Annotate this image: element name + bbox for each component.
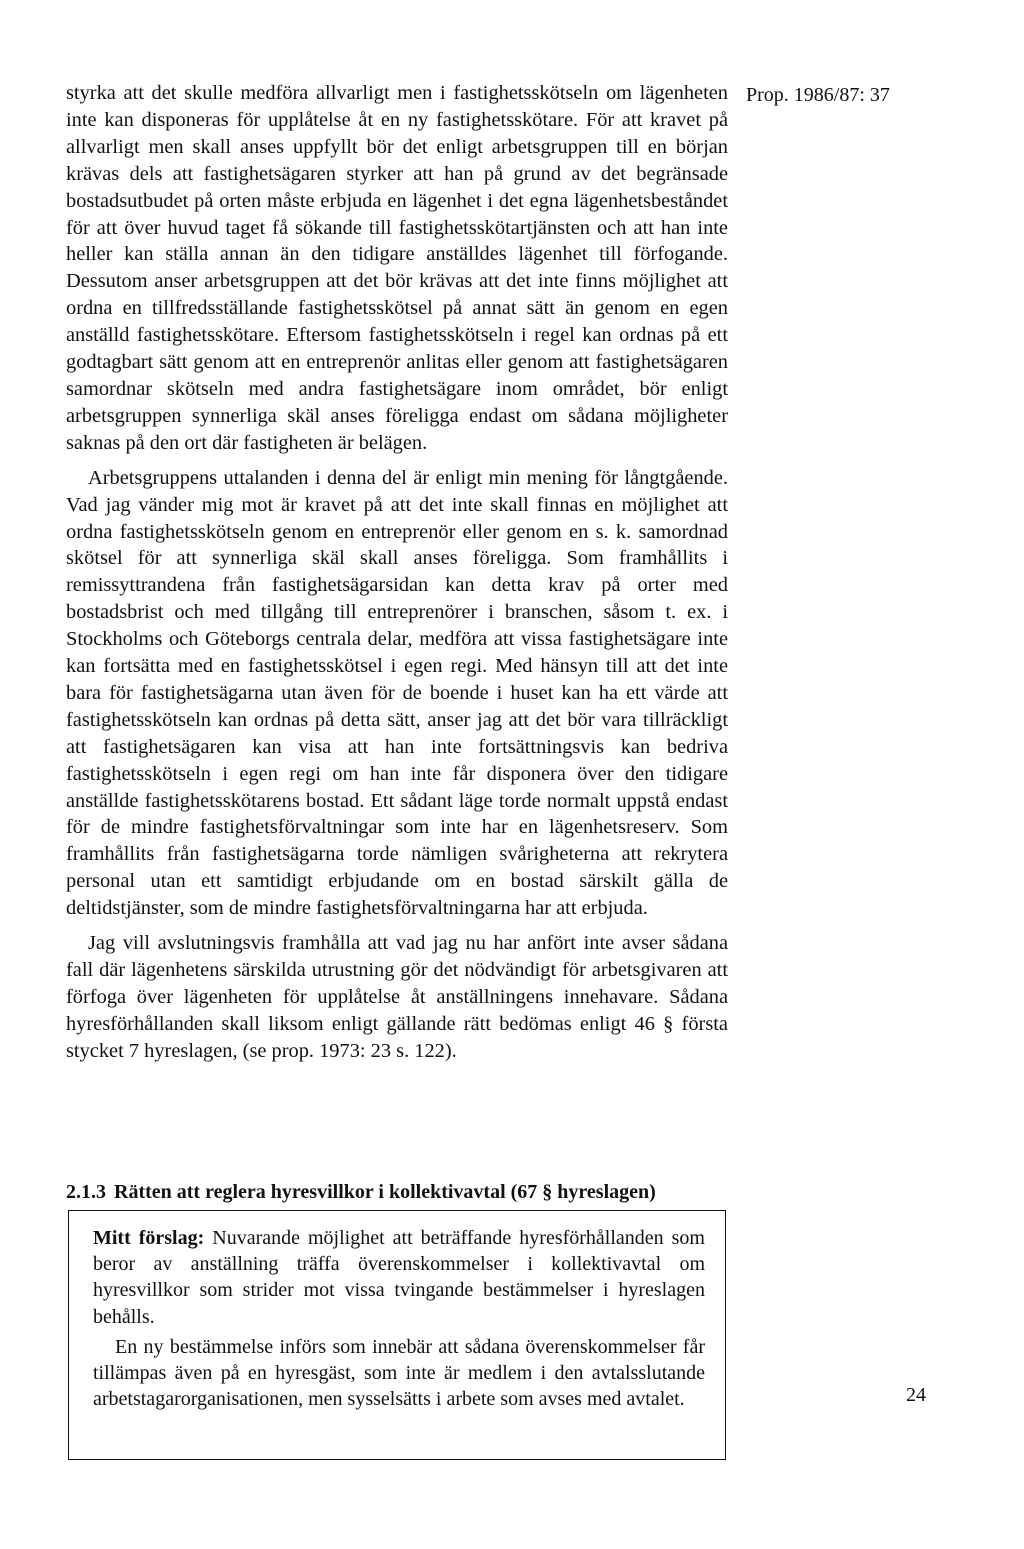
- section-title: Rätten att reglera hyresvillkor i kollektivavtal (67 § hyreslagen): [114, 1181, 656, 1203]
- body-paragraph-3: Jag vill avslutningsvis framhålla att vad jag nu har anfört inte avser sådana fall där lägenhetens särskilda utrustning gör det nödvändigt för arbetsgivaren att förfoga över lägenheten för upplåtelse åt anställningens innehavare. Sådana hyresförhållanden skall liksom enligt gällande rätt bedömas enligt 46 § första stycket 7 hyreslagen, (se prop. 1973: 23 s. 122).: [66, 932, 728, 1062]
- proposal-text-1: Nuvarande möjlighet att beträffande hyresförhållanden som beror av anställning träffa överenskommelser i kollektivavtal om hyresvillkor som strider mot vissa tvingande bestämmelser i hyreslagen behålls.: [93, 1227, 705, 1328]
- section-heading: [66, 1179, 728, 1205]
- section-number: 2.1.3: [66, 1181, 106, 1203]
- proposal-box: [68, 1210, 726, 1460]
- proposal-paragraph-2: En ny bestämmelse införs som innebär att sådana överenskommelser får tillämpas även på en hyresgäst, som inte är medlem i den avtalsslutande arbetstagarorganisationen, men sysselsätts i arbete som avses med avtalet.: [93, 1335, 705, 1411]
- proposition-reference: Prop. 1986/87: 37: [746, 84, 890, 106]
- body-text: [66, 80, 728, 1073]
- body-paragraph-1: styrka att det skulle medföra allvarligt men i fastighetsskötseln om lägenheten inte kan disponeras för upplåtelse åt en ny fastighetsskötare. För att kravet på allvarligt men skall anses uppfyllt bör det enligt arbetsgruppen till en början krävas dels att fastighetsägaren styrker att han på grund av det begränsade bostadsutbudet på orten måste erbjuda en lägenhet i det egna lägenhetsbeståndet för att över huvud taget få sökande till fastighetsskötartjänsten och att han inte heller kan ställa annan än den tidigare anställdes lägenhet till förfogande. Dessutom anser arbetsgruppen att det bör krävas att det inte finns möjlighet att ordna en tillfredsställande fastighetsskötsel på annat sätt än genom en egen anställd fastighetsskötare. Eftersom fastighetsskötseln i regel kan ordnas på ett godtagbart sätt genom att en entreprenör anlitas eller genom att fastighetsägaren samordnar skötseln med andra fastighetsägare inom området, bör enligt arbetsgruppen synnerliga skäl anses föreligga endast om sådana möjligheter saknas på den ort där fastigheten är belägen.: [66, 82, 728, 454]
- proposal-label: Mitt förslag:: [93, 1227, 205, 1249]
- proposal-content: [93, 1225, 705, 1416]
- page-number: 24: [906, 1384, 926, 1406]
- proposal-paragraph-1: [93, 1225, 705, 1330]
- body-paragraph-2: Arbetsgruppens uttalanden i denna del är enligt min mening för långtgående. Vad jag vänder mig mot är kravet på att det inte skall finnas en möjlighet att ordna fastighetsskötseln genom en entreprenör eller genom en s. k. samordnad skötsel för att synnerliga skäl skall anses föreligga. Som framhållits i remissyttrandena från fastighetsägarsidan kan detta krav på orter med bostadsbrist och med tillgång till entreprenörer i branschen, såsom t. ex. i Stockholms och Göteborgs centrala delar, medföra att vissa fastighetsägare inte kan fortsätta med en fastighetsskötsel i egen regi. Med hänsyn till att det inte bara för fastighetsägarna utan även för de boende i huset kan ha ett värde att fastighetsskötseln kan ordnas på detta sätt, anser jag att det bör vara tillräckligt att fastighetsägaren kan visa att han inte fortsättningsvis kan bedriva fastighetsskötseln i egen regi om han inte får disponera över den tidigare anställde fastighetsskötarens bostad. Ett sådant läge torde normalt uppstå endast för de mindre fastighetsförvaltningar som inte har en lägenhetsreserv. Som framhållits från fastighetsägarna torde nämligen svårigheterna att rekrytera personal utan ett samtidigt erbjudande om en bostad särskilt gälla de deltidstjänster, som de mindre fastighetsförvaltningarna har att erbjuda.: [66, 466, 728, 920]
